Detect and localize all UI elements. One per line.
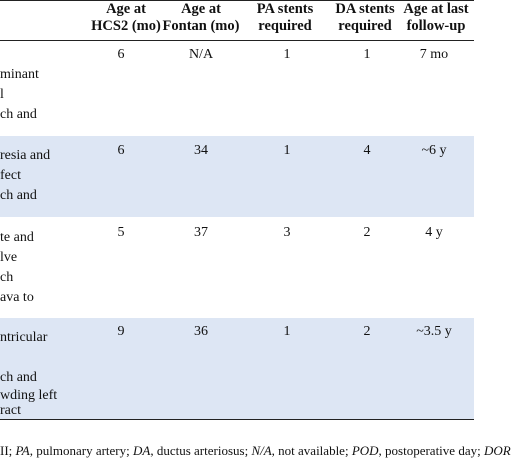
cell-followup: 4 y [425,225,443,240]
cell-pa-stents: 1 [283,143,291,158]
table-footnote: II; PA, pulmonary artery; DA, ductus arteriosus; N/A, not available; POD, postoperative day; DOR [0,443,511,458]
cell-followup: ~6 y [421,143,447,158]
cell-fontan: 36 [194,324,208,339]
cell-fontan: 34 [194,143,208,158]
cell-hcs2: 6 [117,143,125,158]
cell-da-stents: 2 [363,225,371,240]
table-bottom-rule [0,419,474,420]
cell-fontan: N/A [188,47,214,62]
patient-description-line: lve [0,250,18,265]
cell-followup: ~3.5 y [416,324,452,339]
cell-pa-stents: 1 [283,324,291,339]
cell-hcs2: 6 [117,47,125,62]
cell-hcs2: 9 [117,324,125,339]
header-fontan: Age at Fontan (mo) [162,1,240,34]
patient-description-line: l [0,87,4,102]
patient-description-line: resia and [0,148,51,163]
cell-hcs2: 5 [117,225,125,240]
patient-description-line: ava to [0,290,34,305]
patient-description-line: fect [0,168,21,183]
patient-description-line: te and [0,230,34,245]
cell-pa-stents: 1 [283,47,291,62]
header-da-stents: DA stents required [335,1,395,34]
patient-description-line: ract [0,403,21,418]
header-pa-stents: PA stents required [256,1,314,34]
patient-description-line: ch and [0,107,37,122]
patient-description-line: ch and [0,188,37,203]
cell-followup: 7 mo [419,47,449,62]
patient-description-line: wding left [0,388,58,403]
patient-description-line: ch and [0,370,37,385]
cell-da-stents: 4 [363,143,371,158]
patient-description-line: ch [0,270,14,285]
cell-da-stents: 2 [363,324,371,339]
cell-fontan: 37 [194,225,208,240]
patient-description-line: minant [0,67,39,82]
patient-description-line: ntricular [0,330,48,345]
table-header-rule [0,40,474,41]
cell-da-stents: 1 [363,47,371,62]
header-hcs2: Age at HCS2 (mo) [91,1,161,34]
header-followup: Age at last follow-up [403,1,469,34]
cell-pa-stents: 3 [283,225,291,240]
